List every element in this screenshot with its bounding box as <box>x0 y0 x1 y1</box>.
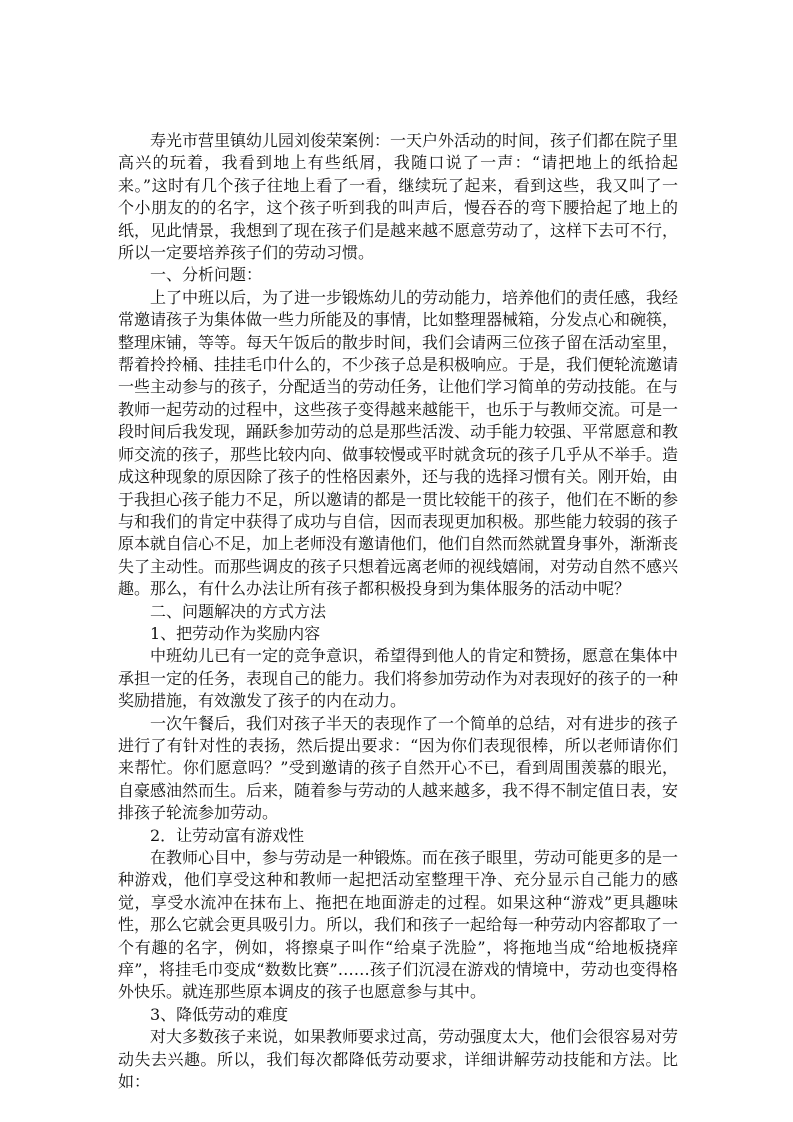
game-paragraph: 在教师心目中，参与劳动是一种锻炼。而在孩子眼里，劳动可能更多的是一种游戏，他们享受这种和教师一起把活动室整理干净、充分显示自己能力的感觉，享受水流冲在抹布上、拖把在地面游走的过程。如果这种“游戏”更具趣味性，那么它就会更具吸引力。所以，我们和孩子一起给每一种劳动内容都取了一个有趣的名字，例如，将擦桌子叫作“给桌子洗脸”，将拖地当成“给地板挠痒痒”，将挂毛巾变成“数数比赛”……孩子们沉浸在游戏的情境中，劳动也变得格外快乐。就连那些原本调皮的孩子也愿意参与其中。 <box>118 848 679 1002</box>
reward-paragraph-1: 中班幼儿已有一定的竞争意识，希望得到他人的肯定和赞扬，愿意在集体中承担一定的任务，表现自己的能力。我们将参加劳动作为对表现好的孩子的一种奖励措施，有效激发了孩子的内在动力。 <box>118 646 679 711</box>
difficulty-paragraph: 对大多数孩子来说，如果教师要求过高，劳动强度太大，他们会很容易对劳动失去兴趣。所以，我们每次都降低劳动要求，详细讲解劳动技能和方法。比如： <box>118 1027 679 1092</box>
subheading-reward: 1、把劳动作为奖励内容 <box>150 623 321 643</box>
reward-paragraph-2: 一次午餐后，我们对孩子半天的表现作了一个简单的总结，对有进步的孩子进行了有针对性的表扬，然后提出要求：“因为你们表现很棒，所以老师请你们来帮忙。你们愿意吗？”受到邀请的孩子自然开心不已，看到周围羡慕的眼光，自豪感油然而生。后来，随着参与劳动的人越来越多，我不得不制定值日表，安排孩子轮流参加劳动。 <box>118 713 679 823</box>
analysis-paragraph: 上了中班以后，为了进一步锻炼幼儿的劳动能力，培养他们的责任感，我经常邀请孩子为集体做一些力所能及的事情，比如整理器械箱，分发点心和碗筷，整理床铺，等等。每天午饭后的散步时间，我们会请两三位孩子留在活动室里，帮着拎拎桶、挂挂毛巾什么的，不少孩子总是积极响应。于是，我们便轮流邀请一些主动参与的孩子，分配适当的劳动任务，让他们学习简单的劳动技能。在与教师一起劳动的过程中，这些孩子变得越来越能干，也乐于与教师交流。可是一段时间后我发现，踊跃参加劳动的总是那些活泼、动手能力较强、平常愿意和教师交流的孩子，那些比较内向、做事较慢或平时就贪玩的孩子几乎从不举手。造成这种现象的原因除了孩子的性格因素外，还与我的选择习惯有关。刚开始，由于我担心孩子能力不足，所以邀请的都是一贯比较能干的孩子，他们在不断的参与和我们的肯定中获得了成功与自信，因而表现更加积极。那些能力较弱的孩子原本就自信心不足，加上老师没有邀请他们，他们自然而然就置身事外，渐渐丧失了主动性。而那些调皮的孩子只想着远离老师的视线嬉闹，对劳动自然不感兴趣。那么，有什么办法让所有孩子都积极投身到为集体服务的活动中呢？ <box>118 287 679 599</box>
intro-paragraph: 寿光市营里镇幼儿园刘俊荣案例：一天户外活动的时间，孩子们都在院子里高兴的玩着，我看到地上有些纸屑，我随口说了一声：“请把地上的纸拾起来。”这时有几个孩子往地上看了一看，继续玩了起来，看到这些，我又叫了一个小朋友的的名字，这个孩子听到我的叫声后，慢吞吞的弯下腰拾起了地上的纸，见此情景，我想到了现在孩子们是越来越不愿意劳动了，这样下去可不行，所以一定要培养孩子们的劳动习惯。 <box>118 131 679 263</box>
document-body <box>118 130 678 1093</box>
section-heading-solutions: 二、问题解决的方式方法 <box>150 601 327 621</box>
subheading-difficulty: 3、降低劳动的难度 <box>150 1004 289 1024</box>
section-heading-analysis: 一、分析问题： <box>150 265 263 285</box>
subheading-game: 2．让劳动富有游戏性 <box>150 825 305 845</box>
